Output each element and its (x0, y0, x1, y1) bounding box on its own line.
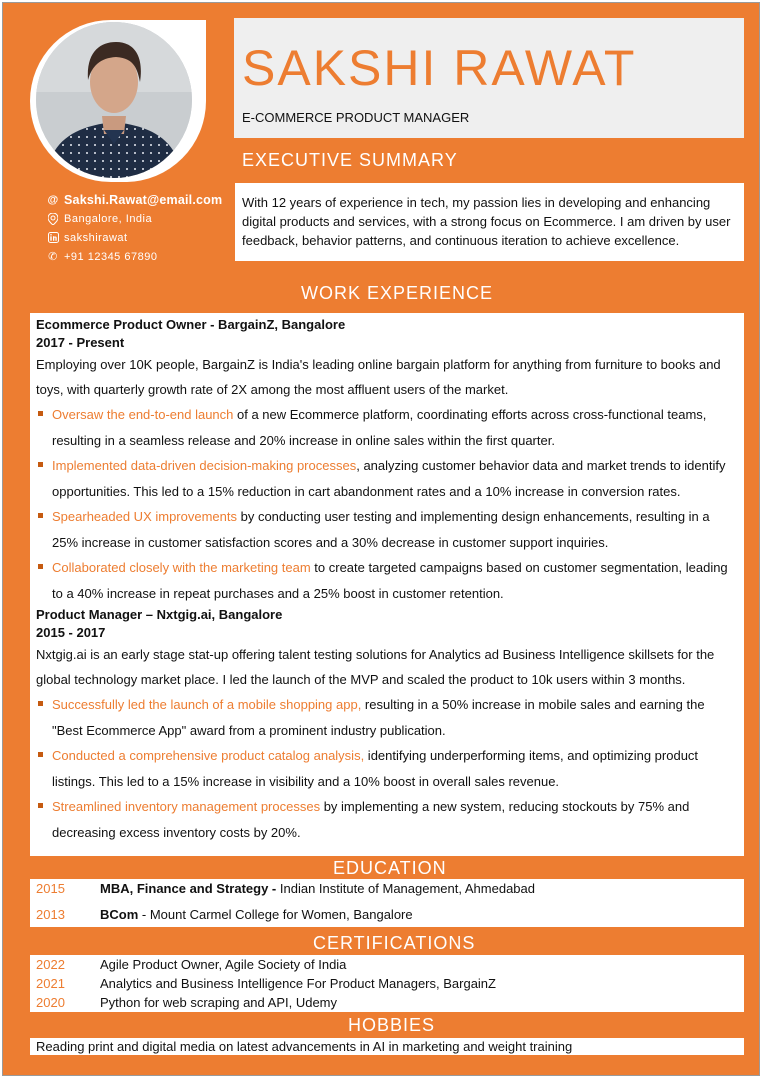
phone-text: +91 12345 67890 (64, 250, 158, 263)
bullet-square-icon (38, 564, 43, 569)
education-year: 2015 (36, 881, 65, 896)
certification-name: Python for web scraping and API, Udemy (100, 995, 338, 1010)
education-row (36, 881, 535, 896)
job-1 (36, 316, 738, 606)
job-role: Ecommerce Product Owner - BargainZ, Bangalore (36, 317, 346, 332)
bullet-square-icon (38, 803, 43, 808)
bullet-item: Streamlined inventory management processes by implementing a new system, reducing stockouts by 75% and decreasing excess inventory costs by 20%. (36, 794, 738, 845)
candidate-name: SAKSHI RAWAT (242, 40, 637, 96)
contact-phone (46, 247, 222, 266)
candidate-title: E-COMMERCE PRODUCT MANAGER (242, 110, 470, 125)
education-box (30, 879, 744, 927)
certification-row (36, 995, 337, 1010)
education-year: 2013 (36, 907, 65, 922)
certifications-box (30, 955, 744, 1012)
contact-email[interactable] (46, 190, 222, 209)
bullet-item: Spearheaded UX improvements by conducting user testing and implementing design enhancements, resulting in a 25% increase in customer satisfaction scores and a 30% decrease in customer support inquiries. (36, 504, 738, 555)
email-text[interactable]: Sakshi.Rawat@email.com (64, 192, 223, 207)
hobbies-box (30, 1038, 744, 1055)
profile-photo-illustration (36, 22, 192, 178)
job-description: Nxtgig.ai is an early stage stat-up offering talent testing solutions for Analytics ad Business Intelligence skillsets for the global technology market place. I led the launch of the MVP and scaled the product to 10k users within 3 months. (36, 647, 715, 687)
education-entry: MBA, Finance and Strategy - Indian Institute of Management, Ahmedabad (100, 881, 535, 896)
job-bullets (36, 402, 738, 606)
work-box (30, 313, 744, 856)
job-2 (36, 606, 738, 845)
bullet-square-icon (38, 701, 43, 706)
bullet-item: Conducted a comprehensive product catalog analysis, identifying underperforming items, and optimizing product listings. This led to a 15% increase in visibility and a 10% boost in overall sales revenue. (36, 743, 738, 794)
at-icon: @ (47, 193, 59, 206)
certifications-heading: CERTIFICATIONS (313, 933, 476, 953)
social-handle[interactable]: sakshirawat (64, 231, 128, 244)
job-dates: 2017 - Present (36, 335, 125, 350)
certification-name: Analytics and Business Intelligence For Product Managers, BargainZ (100, 976, 496, 991)
bullet-square-icon (38, 462, 43, 467)
work-heading: WORK EXPERIENCE (301, 283, 494, 303)
summary-text: With 12 years of experience in tech, my passion lies in developing and enhancing digital products and services, with a strong focus on Ecommerce. I am driven by user feedback, behavior patterns, and continuous iteration to achieve excellence. (242, 195, 731, 248)
certification-year: 2020 (36, 995, 65, 1010)
phone-icon: ✆ (48, 251, 58, 263)
bullet-square-icon (38, 411, 43, 416)
contact-location (46, 209, 222, 228)
location-pin-icon (46, 212, 60, 226)
contact-social[interactable] (46, 228, 222, 247)
education-row (36, 907, 413, 922)
job-bullets (36, 692, 738, 845)
certification-row (36, 976, 496, 991)
job-dates: 2015 - 2017 (36, 625, 106, 640)
education-heading: EDUCATION (333, 858, 447, 878)
certification-row (36, 957, 346, 972)
bullet-item: Successfully led the launch of a mobile shopping app, resulting in a 50% increase in mobile sales and earning the "Best Ecommerce App" award from a prominent industry publication. (36, 692, 738, 743)
hobbies-heading: HOBBIES (348, 1015, 436, 1035)
certification-year: 2021 (36, 976, 65, 991)
hobbies-text: Reading print and digital media on latest advancements in AI in marketing and weight training (36, 1039, 573, 1054)
linkedin-icon (46, 231, 60, 245)
job-description: Employing over 10K people, BargainZ is India's leading online bargain platform for anything from furniture to books and toys, with quarterly growth rate of 2X among the most affluent users of the market. (36, 357, 721, 397)
bullet-item: Collaborated closely with the marketing team to create targeted campaigns based on customer segmentation, leading to a 40% increase in repeat purchases and a 25% boost in customer retention. (36, 555, 738, 606)
certification-year: 2022 (36, 957, 65, 972)
profile-photo (36, 22, 192, 178)
location-text: Bangalore, India (64, 212, 153, 225)
certification-name: Agile Product Owner, Agile Society of India (100, 957, 347, 972)
education-entry: BCom - Mount Carmel College for Women, Bangalore (100, 907, 413, 922)
bullet-item: Oversaw the end-to-end launch of a new Ecommerce platform, coordinating efforts across cross-functional teams, resulting in a seamless release and 20% increase in online sales within the first quarter. (36, 402, 738, 453)
job-role: Product Manager – Nxtgig.ai, Bangalore (36, 607, 283, 622)
header-name-box (234, 18, 744, 138)
bullet-item: Implemented data-driven decision-making processes, analyzing customer behavior data and market trends to identify opportunities. This led to a 15% reduction in cart abandonment rates and a 10% increase in conversion rates. (36, 453, 738, 504)
bullet-square-icon (38, 513, 43, 518)
summary-heading: EXECUTIVE SUMMARY (242, 150, 458, 170)
contact-list (46, 190, 222, 266)
summary-box (235, 183, 744, 261)
bullet-square-icon (38, 752, 43, 757)
